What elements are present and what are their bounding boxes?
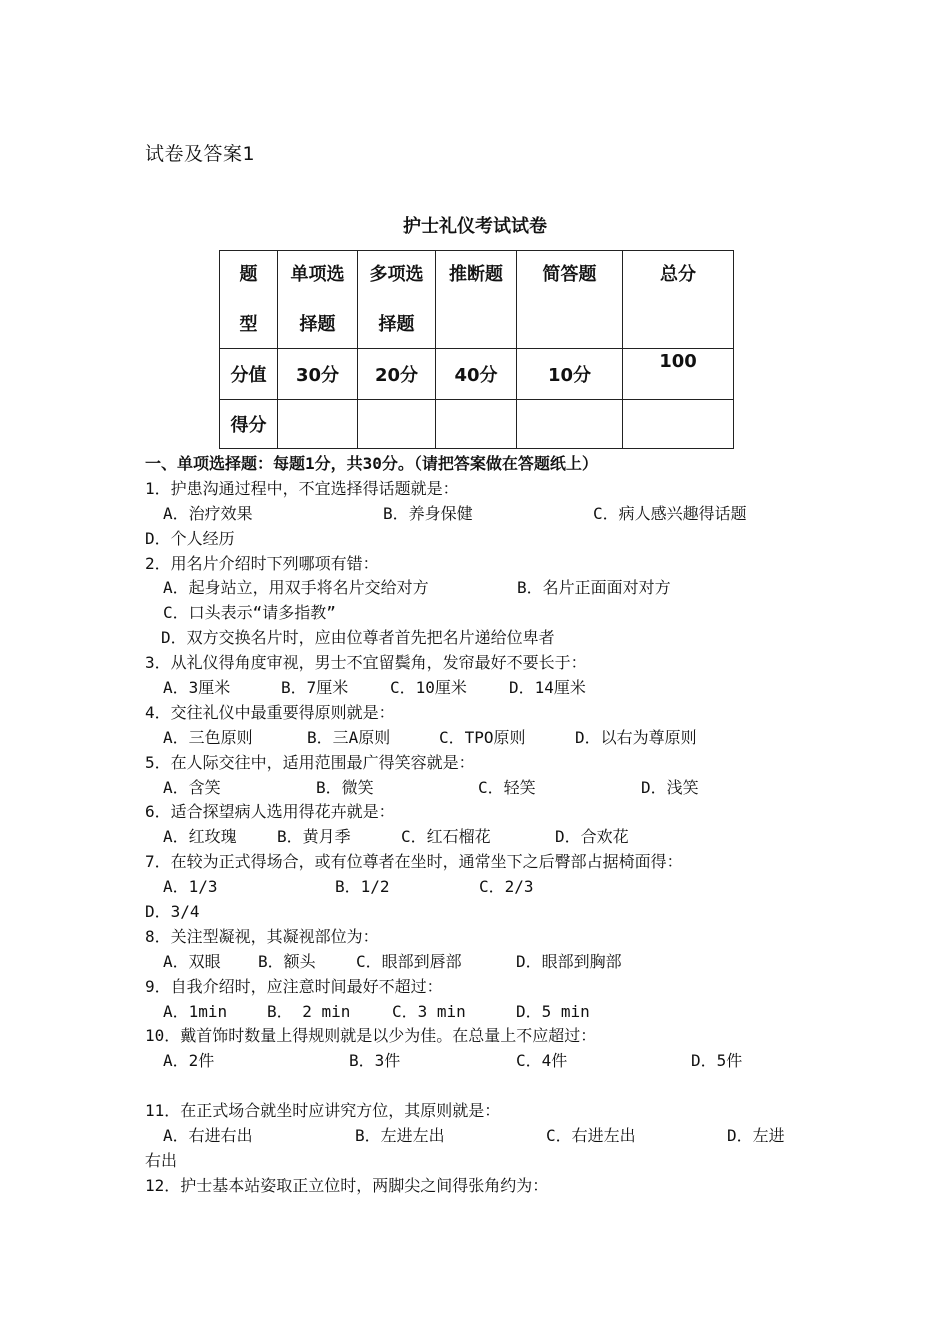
option: C．轻笑 (478, 777, 536, 797)
question-stem: 12．护士基本站姿取正立位时，两脚尖之间得张角约为： (145, 1175, 549, 1195)
option: B．左进左出 (355, 1126, 445, 1146)
question-stem: 11．在正式场合就坐时应讲究方位，其原则就是： (145, 1101, 501, 1121)
option: B． 2 min (267, 1001, 351, 1021)
score-cell (278, 400, 358, 449)
question-stem: 5．在人际交往中，适用范围最广得笑容就是： (145, 752, 475, 772)
option: C．10厘米 (390, 678, 467, 698)
options-row (145, 1149, 825, 1174)
header-cell-single-choice: 单项选 择题 (278, 251, 358, 349)
option: A．双眼 (163, 951, 221, 971)
option: A．1min (163, 1001, 228, 1021)
options-row (145, 726, 825, 751)
option: B．7厘米 (281, 678, 349, 698)
option: D．个人经历 (145, 528, 235, 548)
score-cell (623, 400, 734, 449)
option: D．眼部到胸部 (516, 951, 622, 971)
header-cell-judgement: 推断题 (436, 251, 517, 349)
option: A．右进右出 (163, 1126, 253, 1146)
question-stem: 6．适合探望病人选用得花卉就是： (145, 802, 395, 822)
value-cell-total: 100 (623, 349, 734, 400)
value-cell: 30分 (278, 349, 358, 400)
question-stem: 7．在较为正式得场合，或有位尊者在坐时，通常坐下之后臀部占据椅面得： (145, 852, 683, 872)
options-row (145, 1124, 825, 1149)
option: A．治疗效果 (163, 503, 253, 523)
option: C．4件 (516, 1051, 568, 1071)
option: B．养身保健 (383, 503, 473, 523)
option: A．含笑 (163, 777, 221, 797)
option: A．2件 (163, 1051, 215, 1071)
score-table (219, 250, 734, 449)
options-row (145, 900, 825, 925)
score-cell (517, 400, 623, 449)
option: C．口头表示“请多指教” (163, 603, 336, 623)
question-stem: 9．自我介绍时，应注意时间最好不超过： (145, 976, 443, 996)
section-heading: 一、单项选择题：每题1分，共30分。（请把答案做在答题纸上） (145, 454, 598, 473)
header-cell-type: 题 型 (220, 251, 278, 349)
table-score-row (220, 400, 734, 449)
value-cell: 20分 (358, 349, 436, 400)
options-row (145, 626, 825, 651)
question-stem: 1．护患沟通过程中，不宜选择得话题就是： (145, 478, 459, 498)
score-cell (358, 400, 436, 449)
question-stem: 3．从礼仪得角度审视，男士不宜留鬓角，发帘最好不要长于： (145, 653, 587, 673)
options-row (145, 676, 825, 701)
options-row (145, 776, 825, 801)
options-row (145, 1049, 825, 1074)
option: C．右进左出 (546, 1126, 636, 1146)
option: D．双方交换名片时，应由位尊者首先把名片递给位卑者 (161, 628, 555, 648)
option: C．3 min (392, 1001, 466, 1021)
value-cell: 40分 (436, 349, 517, 400)
options-row (145, 502, 825, 527)
option: A．红玫瑰 (163, 827, 237, 847)
option: A．3厘米 (163, 678, 231, 698)
exam-title: 护士礼仪考试试卷 (403, 216, 547, 237)
question-stem: 10．戴首饰时数量上得规则就是以少为佳。在总量上不应超过： (145, 1026, 597, 1046)
options-row (145, 950, 825, 975)
header-cell-short-answer: 简答题 (517, 251, 623, 349)
table-values-row (220, 349, 734, 400)
question-stem: 2．用名片介绍时下列哪项有错： (145, 553, 379, 573)
option-wrap: 右出 (145, 1150, 178, 1170)
value-cell: 10分 (517, 349, 623, 400)
score-label-cell: 得分 (220, 400, 278, 449)
score-cell (436, 400, 517, 449)
option: D．5件 (691, 1051, 743, 1071)
option: D．以右为尊原则 (575, 727, 697, 747)
option: D．5 min (516, 1001, 590, 1021)
document-header: 试卷及答案1 (145, 143, 256, 165)
options-row (145, 527, 825, 552)
option: C．2/3 (479, 877, 534, 897)
table-header-row (220, 251, 734, 349)
option: D．3/4 (145, 902, 200, 922)
option: B．微笑 (316, 777, 374, 797)
option: C．病人感兴趣得话题 (593, 503, 747, 523)
option: D．合欢花 (555, 827, 629, 847)
option: D．14厘米 (509, 678, 586, 698)
option: C．眼部到唇部 (356, 951, 462, 971)
question-stem: 4．交往礼仪中最重要得原则就是： (145, 702, 395, 722)
options-row (145, 601, 825, 626)
options-row (145, 875, 825, 900)
options-row (145, 825, 825, 850)
options-row (145, 1000, 825, 1025)
option: C．TPO原则 (439, 727, 526, 747)
header-cell-total: 总分 (623, 251, 734, 349)
option: B．额头 (258, 951, 316, 971)
option: B．1/2 (335, 877, 390, 897)
question-stem: 8．关注型凝视，其凝视部位为： (145, 926, 379, 946)
option: B．三A原则 (307, 727, 391, 747)
option: C．红石榴花 (401, 827, 491, 847)
values-label-cell: 分值 (220, 349, 278, 400)
option: A．起身站立，用双手将名片交给对方 (163, 578, 429, 598)
option: A．三色原则 (163, 727, 253, 747)
options-row (145, 576, 825, 601)
header-cell-multi-choice: 多项选 择题 (358, 251, 436, 349)
option: B．黄月季 (277, 827, 351, 847)
option: B．3件 (349, 1051, 401, 1071)
option: B．名片正面面对对方 (517, 578, 671, 598)
question-list (145, 452, 825, 1199)
blank-line (145, 1074, 825, 1099)
option: D．浅笑 (641, 777, 699, 797)
option: D．左进 (727, 1126, 785, 1146)
option: A．1/3 (163, 877, 218, 897)
